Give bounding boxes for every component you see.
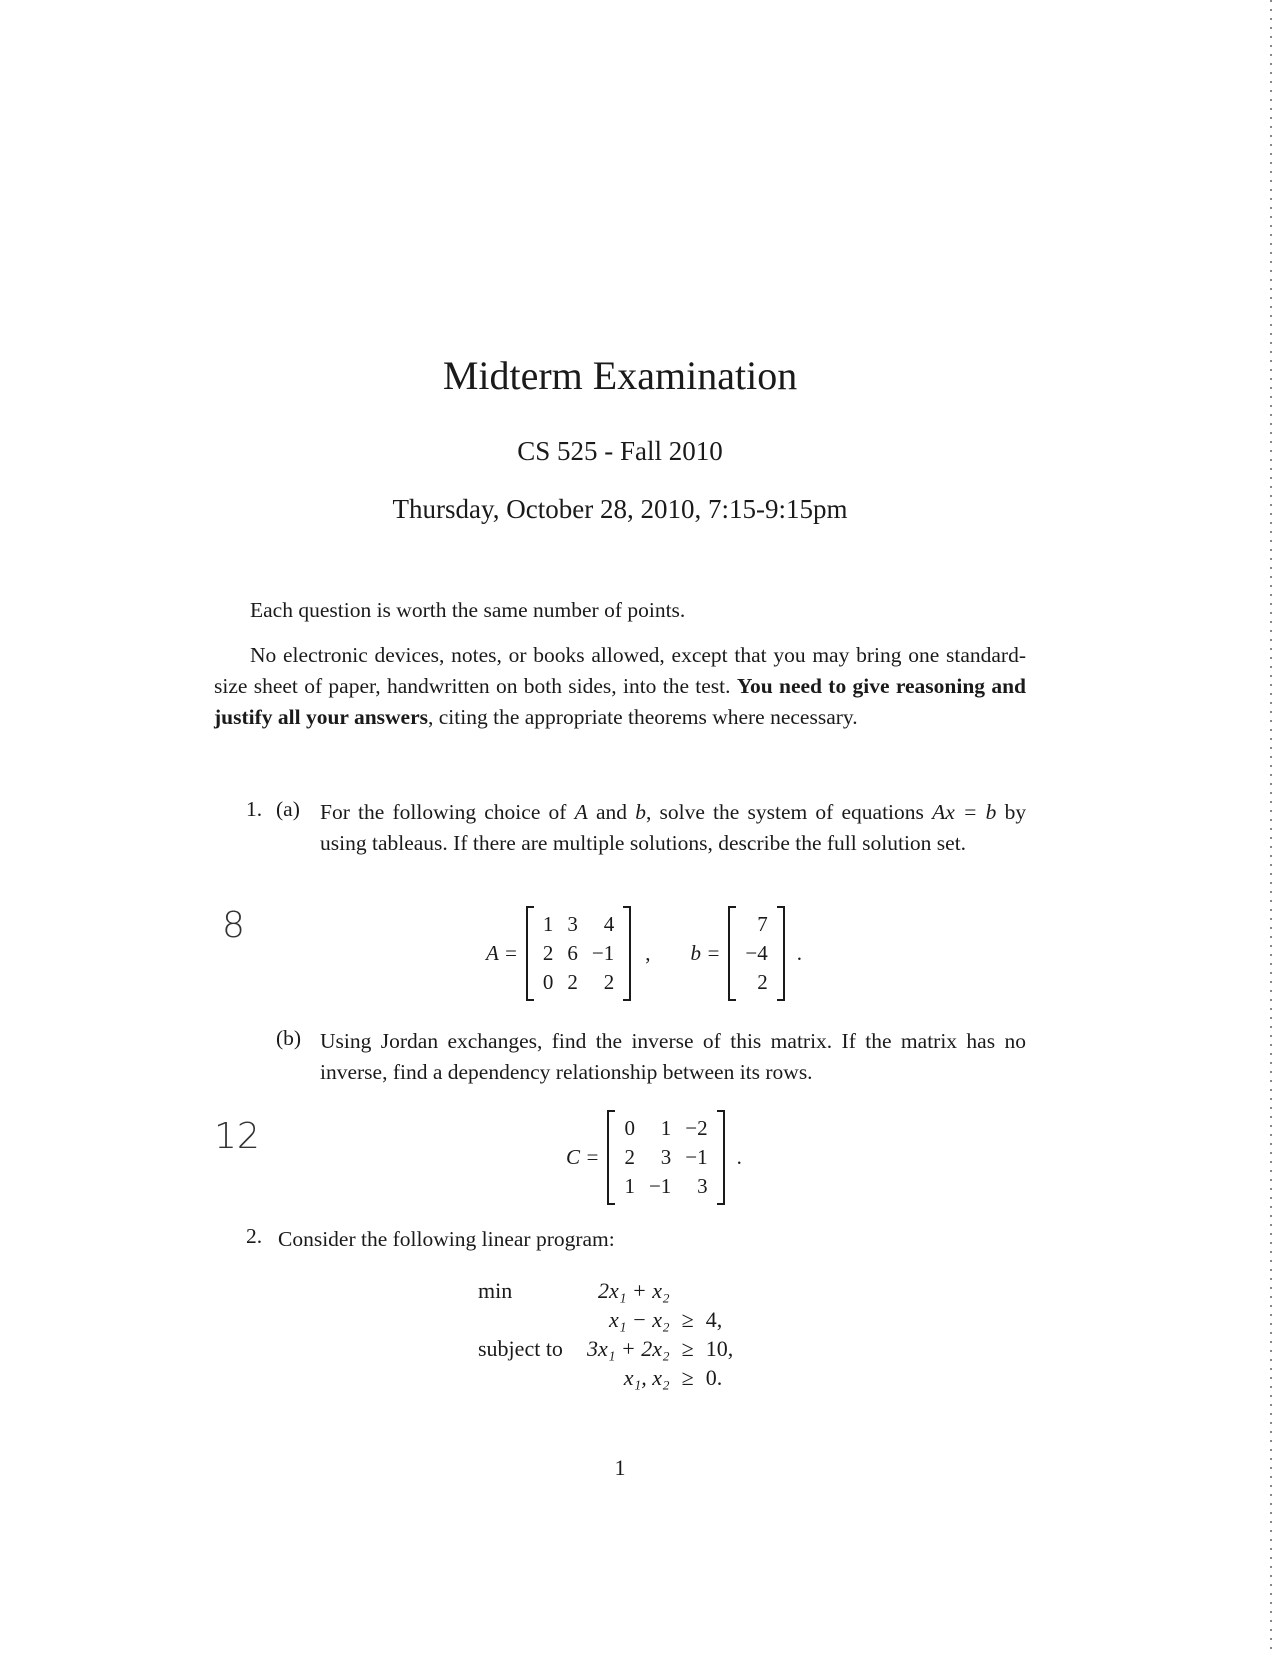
matC-cell: −2 [685, 1116, 708, 1140]
q1a-text-2: and [595, 800, 628, 824]
lp-constraint-3-rel: ≥ [681, 1364, 694, 1390]
matC-cell: 3 [660, 1145, 672, 1169]
q2-text: Consider the following linear program: [278, 1227, 615, 1251]
q1a-equation: Ax = b [932, 800, 997, 824]
lp-constraint-3-rhs: 0. [705, 1364, 723, 1390]
instructions-rules-end: , citing the appropriate theorems where necessary. [428, 705, 858, 729]
q1b-label: (b) [276, 1026, 302, 1050]
handwritten-score-b: 12 [214, 1116, 260, 1157]
q1-number: 1. [246, 797, 263, 821]
matA-cell: −1 [591, 941, 615, 965]
instructions-points: Each question is worth the same number of points. [250, 598, 686, 622]
lp-constraint-2-lhs: 3x₁ + 2x₂ [586, 1335, 670, 1361]
q1a-var-b: b [635, 800, 646, 824]
lp-subject-label: subject to [478, 1335, 563, 1361]
matA-cell: 6 [567, 941, 578, 965]
page-number: 1 [614, 1455, 626, 1480]
exam-title: Midterm Examination [442, 353, 798, 398]
q1b-text: Using Jordan exchanges, find the inverse of this matrix. If the matrix has no inverse, find a dependency relationship between its rows. [320, 1029, 1026, 1084]
matA-cell: 3 [567, 912, 578, 936]
course-line: CS 525 - Fall 2010 [517, 436, 723, 466]
vector-b-label: b = [690, 941, 721, 965]
lp-constraint-1-lhs: x₁ − x₂ [608, 1306, 670, 1332]
vector-b [728, 906, 784, 1001]
q1a-text-3: , solve the system of equations [645, 800, 924, 824]
matrix-a [526, 906, 631, 1001]
lp-constraint-1-rhs: 4, [705, 1306, 723, 1332]
handwritten-score-a: 8 [222, 905, 245, 946]
matC-cell: −1 [685, 1145, 708, 1169]
q1a-text-1: For the following choice of [320, 800, 567, 824]
exam-datetime: Thursday, October 28, 2010, 7:15-9:15pm [392, 494, 848, 524]
vecB-cell: 2 [757, 970, 768, 994]
lp-constraint-2-rhs: 10, [705, 1335, 734, 1361]
lp-constraint-2-rel: ≥ [681, 1335, 694, 1361]
matrix-c-block [566, 1110, 742, 1205]
matA-cell: 2 [567, 970, 578, 994]
matA-cell: 2 [603, 970, 615, 994]
q1a-text-4: by using tableaus. If there are multiple solutions, describe the full solution set. [320, 800, 1027, 855]
matC-cell: −1 [648, 1174, 672, 1198]
scan-margin-dots [1270, 0, 1272, 1653]
q2-number: 2. [246, 1224, 263, 1248]
matA-cell: 0 [542, 970, 554, 994]
matrix-a-block [486, 906, 802, 1001]
q1a-text [320, 797, 1026, 859]
matrix-a-end: . [796, 941, 802, 965]
instructions-rules [214, 640, 1026, 733]
vecB-cell: −4 [745, 941, 768, 965]
matA-cell: 4 [603, 912, 615, 936]
lp-constraint-3-lhs: x₁, x₂ [623, 1364, 670, 1390]
matC-cell: 1 [624, 1174, 635, 1198]
matA-cell: 1 [542, 912, 554, 936]
vecB-cell: 7 [757, 912, 768, 936]
matrix-a-label: A = [486, 941, 518, 965]
matC-cell: 1 [660, 1116, 672, 1140]
matA-cell: 2 [542, 941, 554, 965]
q1a-label: (a) [276, 797, 300, 821]
linear-program [472, 1276, 739, 1392]
lp-constraint-1-rel: ≥ [681, 1306, 694, 1332]
instructions-rules-text: No electronic devices, notes, or books allowed, except that you may bring one standard-size sheet of paper, handwritten on both sides, into the test. [214, 643, 1026, 698]
lp-min-label: min [478, 1277, 513, 1303]
matC-cell: 2 [624, 1145, 635, 1169]
instructions-bold: You need to give reasoning and justify all your answers [214, 674, 1026, 729]
matC-cell: 3 [697, 1174, 708, 1198]
matC-cell: 0 [624, 1116, 635, 1140]
matrix-c [607, 1110, 724, 1205]
matrix-c-end: . [736, 1145, 742, 1169]
matrix-sep: , [645, 941, 651, 965]
matrix-c-label: C = [566, 1145, 600, 1169]
q1a-var-a: A [574, 800, 588, 824]
lp-objective: 2x₁ + x₂ [597, 1277, 670, 1303]
